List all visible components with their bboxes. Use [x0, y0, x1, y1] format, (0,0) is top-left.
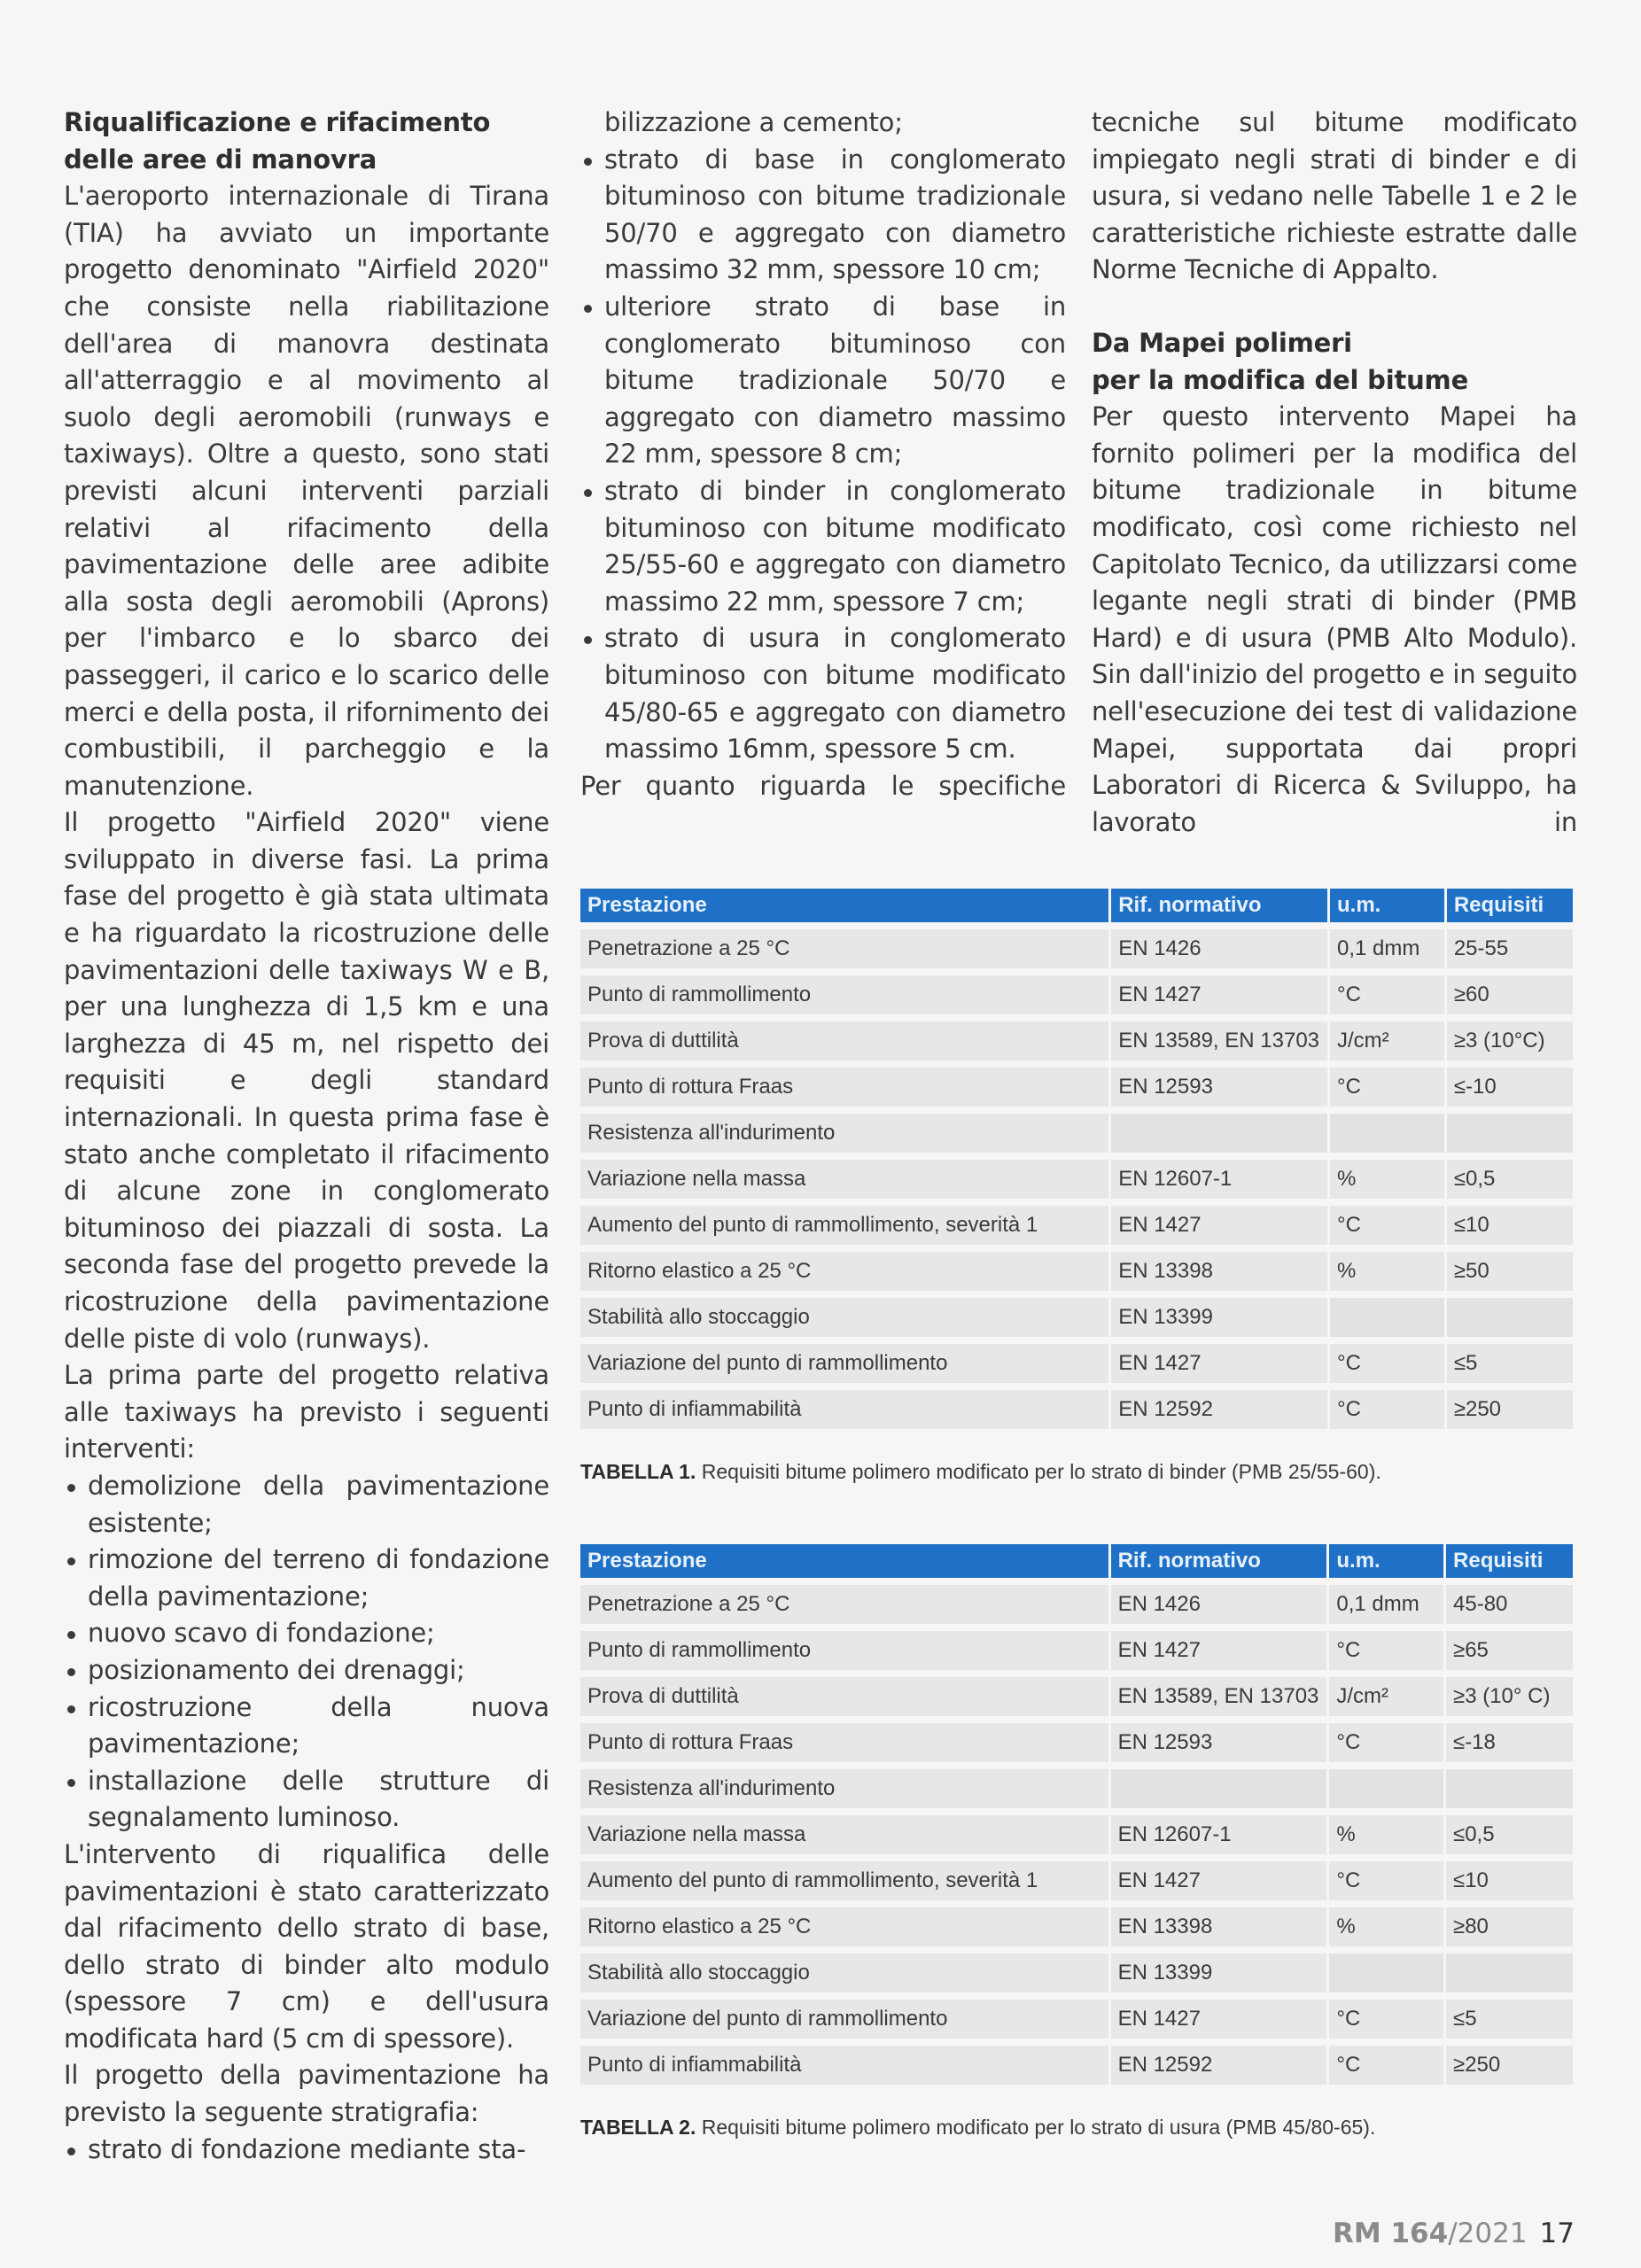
table-cell: EN 12592 [1111, 1390, 1327, 1429]
table-caption-2 [580, 2116, 1375, 2140]
table-cell: EN 1427 [1111, 1344, 1327, 1383]
table-cell: Resistenza all'indurimento [580, 1769, 1108, 1808]
paragraph: Il progetto "Airfield 2020" viene sviluppato in diverse fasi. La prima fase del progetto è già stata ultimata e ha riguardato la ricostruzione delle pavimentazioni delle taxiways W e B, per una lunghezza di 1,5 km e una larghezza di 45 m, nel rispetto dei requisiti e degli standard internazionali. In questa prima fase è stato anche completato il rifacimento di alcune zone in conglomerato bituminoso dei piazzali di sosta. La seconda fase del progetto prevede la ricostruzione della pavimentazione delle piste di volo (runways). [64, 807, 549, 1354]
table-row [580, 1631, 1573, 1670]
column-header: Requisiti [1446, 1544, 1573, 1578]
table-cell [1447, 1298, 1573, 1337]
table-row [580, 1114, 1573, 1153]
table-cell: ≤-18 [1446, 1723, 1573, 1762]
table-cell: % [1329, 1815, 1443, 1854]
table-cell: Aumento del punto di rammollimento, severità 1 [580, 1206, 1108, 1245]
table-cell: EN 1427 [1111, 1631, 1327, 1670]
table-cell: ≤5 [1447, 1344, 1573, 1383]
paragraph: tecniche sul bitume modificato impiegato negli strati di binder e di usura, si vedano nelle Tabelle 1 e 2 le caratteristiche richieste estratte dalle Norme Tecniche di Appalto. [1092, 107, 1577, 285]
table-cell: Variazione del punto di rammollimento [580, 2000, 1108, 2039]
table-cell: Ritorno elastico a 25 °C [580, 1252, 1108, 1291]
table-cell: ≥3 (10°C) [1447, 1021, 1573, 1060]
table-cell: Prova di duttilità [580, 1021, 1108, 1060]
table-row [580, 1769, 1573, 1808]
table-header-row [580, 889, 1573, 922]
table-cell: °C [1330, 975, 1444, 1014]
paragraph: Per quanto riguarda le specifiche [580, 770, 1066, 801]
table-cell: J/cm² [1329, 1677, 1443, 1716]
bullet-list [64, 2132, 549, 2169]
table-row [580, 1723, 1573, 1762]
table-cell: EN 1426 [1111, 1585, 1327, 1624]
table-cell [1329, 1769, 1443, 1808]
table-cell: EN 1427 [1111, 1861, 1327, 1900]
table-row [580, 1344, 1573, 1383]
table-cell: EN 1426 [1111, 929, 1327, 968]
table-row [580, 929, 1573, 968]
table-row [580, 975, 1573, 1014]
column-header: Prestazione [580, 1544, 1108, 1578]
table-cell: °C [1330, 1390, 1444, 1429]
list-item: installazione delle strutture di segnalamento luminoso. [64, 1763, 549, 1837]
table-cell: ≤0,5 [1447, 1160, 1573, 1199]
table-cell: EN 13589, EN 13703 [1111, 1677, 1327, 1716]
table-cell: °C [1329, 2000, 1443, 2039]
table-cell: ≥250 [1447, 1390, 1573, 1429]
table-cell: EN 12607-1 [1111, 1815, 1327, 1854]
list-item: nuovo scavo di fondazione; [64, 1615, 549, 1652]
table-cell: Penetrazione a 25 °C [580, 1585, 1108, 1624]
column-header: Prestazione [580, 889, 1108, 922]
list-item: strato di base in conglomerato bituminoso con bitume tradizionale 50/70 e aggregato con diametro massimo 32 mm, spessore 10 cm; [580, 142, 1066, 289]
table-cell: EN 13398 [1111, 1252, 1327, 1291]
section-heading-1a: Riqualificazione e rifacimento [64, 107, 491, 137]
list-item: ricostruzione della nuova pavimentazione; [64, 1689, 549, 1763]
table-cell: Variazione nella massa [580, 1815, 1108, 1854]
table-cell: ≤0,5 [1446, 1815, 1573, 1854]
table-cell: Punto di rammollimento [580, 975, 1108, 1014]
table-row [580, 1206, 1573, 1245]
table-cell: Stabilità allo stoccaggio [580, 1953, 1108, 1992]
bullet-list [580, 142, 1066, 768]
section-heading-2b: per la modifica del bitume [1092, 364, 1469, 395]
table-row [580, 1861, 1573, 1900]
column-header: u.m. [1329, 1544, 1443, 1578]
table-cell: Resistenza all'indurimento [580, 1114, 1108, 1153]
table-cell: Punto di infiammabilità [580, 2046, 1108, 2085]
table-cell [1446, 1769, 1573, 1808]
table-cell: Punto di rottura Fraas [580, 1723, 1108, 1762]
table-cell: EN 12593 [1111, 1068, 1327, 1107]
table-cell: Ritorno elastico a 25 °C [580, 1907, 1108, 1946]
table-cell: Penetrazione a 25 °C [580, 929, 1108, 968]
table-cell: Punto di rammollimento [580, 1631, 1108, 1670]
list-item: posizionamento dei drenaggi; [64, 1652, 549, 1689]
table-cell: % [1330, 1160, 1444, 1199]
table-cell: 25-55 [1447, 929, 1573, 968]
paragraph: Per questo intervento Mapei ha fornito polimeri per la modifica del bitume tradizionale in bitume modificato, così come richiesto nel Capitolato Tecnico, da utilizzarsi come legante negli strati di binder (PMB Hard) e di usura (PMB Alto Modulo). Sin dall'inizio del progetto e in seguito nell'esecuzione dei test di validazione Mapei, supportata dai propri Laboratori di Ricerca & Sviluppo, ha lavorato in [1092, 401, 1577, 837]
caption-text: Requisiti bitume polimero modificato per lo strato di usura (PMB 45/80-65). [696, 2116, 1376, 2139]
table-cell: ≥65 [1446, 1631, 1573, 1670]
table-cell: ≥250 [1446, 2046, 1573, 2085]
column-header: Requisiti [1447, 889, 1573, 922]
table-cell: EN 13589, EN 13703 [1111, 1021, 1327, 1060]
table-cell [1330, 1114, 1444, 1153]
table-cell: 45-80 [1446, 1585, 1573, 1624]
text-column-3 [1092, 105, 1577, 841]
table-cell: EN 13399 [1111, 1953, 1327, 1992]
page-number: 17 [1539, 2218, 1575, 2249]
table-cell: °C [1330, 1206, 1444, 1245]
table-cell [1329, 1953, 1443, 1992]
table-row [580, 1677, 1573, 1716]
caption-text: Requisiti bitume polimero modificato per lo strato di binder (PMB 25/55-60). [696, 1460, 1381, 1483]
table-cell: °C [1329, 1723, 1443, 1762]
list-item-continuation: bilizzazione a cemento; [604, 107, 903, 137]
table-cell: °C [1330, 1344, 1444, 1383]
section-heading-2a: Da Mapei polimeri [1092, 327, 1352, 358]
list-item: strato di binder in conglomerato bituminoso con bitume modificato 25/55-60 e aggregato con diametro massimo 22 mm, spessore 7 cm; [580, 473, 1066, 620]
bullet-list [64, 1468, 549, 1837]
table-cell: ≤-10 [1447, 1068, 1573, 1107]
table-row [580, 2000, 1573, 2039]
table-cell: Variazione nella massa [580, 1160, 1108, 1199]
table-cell [1447, 1114, 1573, 1153]
table-cell: °C [1329, 2046, 1443, 2085]
table-row [580, 2046, 1573, 2085]
column-header: u.m. [1330, 889, 1444, 922]
table-row [580, 1390, 1573, 1429]
list-item: strato di fondazione mediante sta- [64, 2132, 549, 2169]
list-item: strato di usura in conglomerato bituminoso con bitume modificato 45/80-65 e aggregato con diametro massimo 16mm, spessore 5 cm. [580, 620, 1066, 767]
table-row [580, 1815, 1573, 1854]
table-header-row [580, 1544, 1573, 1578]
table-cell: EN 13399 [1111, 1298, 1327, 1337]
table-cell: Variazione del punto di rammollimento [580, 1344, 1108, 1383]
paragraph: Il progetto della pavimentazione ha previsto la seguente stratigrafia: [64, 2060, 549, 2128]
table-cell: ≥80 [1446, 1907, 1573, 1946]
list-item: demolizione della pavimentazione esistente; [64, 1468, 549, 1542]
table-cell: 0,1 dmm [1329, 1585, 1443, 1624]
list-item: ulteriore strato di base in conglomerato bituminoso con bitume tradizionale 50/70 e aggregato con diametro massimo 22 mm, spessore 8 cm; [580, 289, 1066, 473]
table-cell: EN 1427 [1111, 2000, 1327, 2039]
table-cell: Punto di infiammabilità [580, 1390, 1108, 1429]
requirements-table-2 [578, 1537, 1575, 2092]
table-cell: EN 12607-1 [1111, 1160, 1327, 1199]
table-cell: Prova di duttilità [580, 1677, 1108, 1716]
table-row [580, 1068, 1573, 1107]
table-cell [1111, 1769, 1327, 1808]
table-cell [1111, 1114, 1327, 1153]
table-cell: EN 13398 [1111, 1907, 1327, 1946]
table-cell: EN 1427 [1111, 1206, 1327, 1245]
table-cell: EN 12593 [1111, 1723, 1327, 1762]
caption-label: TABELLA 2. [580, 2116, 696, 2139]
table-cell: ≤10 [1447, 1206, 1573, 1245]
table-row [580, 1907, 1573, 1946]
table-cell: Stabilità allo stoccaggio [580, 1298, 1108, 1337]
table-cell: ≥3 (10° C) [1446, 1677, 1573, 1716]
table-row [580, 1953, 1573, 1992]
table-row [580, 1585, 1573, 1624]
column-header: Rif. normativo [1111, 1544, 1327, 1578]
page-footer [1333, 2218, 1575, 2249]
table-cell: EN 12592 [1111, 2046, 1327, 2085]
table-cell: Aumento del punto di rammollimento, severità 1 [580, 1861, 1108, 1900]
requirements-table-1 [578, 882, 1575, 1436]
table-cell: °C [1330, 1068, 1444, 1107]
table-row [580, 1252, 1573, 1291]
table-cell [1330, 1298, 1444, 1337]
table-cell: °C [1329, 1861, 1443, 1900]
table-cell: % [1329, 1907, 1443, 1946]
table-caption-1 [580, 1460, 1381, 1484]
table-cell: EN 1427 [1111, 975, 1327, 1014]
table-cell: °C [1329, 1631, 1443, 1670]
table-row [580, 1160, 1573, 1199]
paragraph: La prima parte del progetto relativa alle taxiways ha previsto i seguenti interventi: [64, 1360, 549, 1464]
table-cell: % [1330, 1252, 1444, 1291]
text-column-2 [580, 105, 1066, 804]
magazine-issue: RM 164 [1332, 2218, 1449, 2249]
table-row [580, 1021, 1573, 1060]
column-header: Rif. normativo [1111, 889, 1327, 922]
table-row [580, 1298, 1573, 1337]
issue-year: /2021 [1448, 2218, 1528, 2249]
table-cell: 0,1 dmm [1330, 929, 1444, 968]
table-cell: ≥60 [1447, 975, 1573, 1014]
table-cell: ≤5 [1446, 2000, 1573, 2039]
table-cell [1446, 1953, 1573, 1992]
table-cell: ≥50 [1447, 1252, 1573, 1291]
paragraph: L'intervento di riqualifica delle pavimentazioni è stato caratterizzato dal rifacimento dello strato di base, dello strato di binder alto modulo (spessore 7 cm) e dell'usura modificata hard (5 cm di spessore). [64, 1838, 549, 2054]
table-cell: J/cm² [1330, 1021, 1444, 1060]
list-item: rimozione del terreno di fondazione della pavimentazione; [64, 1542, 549, 1615]
table-cell: Punto di rottura Fraas [580, 1068, 1108, 1107]
paragraph: L'aeroporto internazionale di Tirana (TIA) ha avviato un importante progetto denominato "Airfield 2020" che consiste nella riabilitazione dell'area di manovra destinata all'atterraggio e al movimento al suolo degli aeromobili (runways e taxiways). Oltre a questo, sono stati previsti alcuni interventi parziali relativi al rifacimento della pavimentazione delle aree adibite alla sosta degli aeromobili (Aprons) per l'imbarco e lo sbarco dei passeggeri, il carico e lo scarico delle merci e della posta, il rifornimento dei combustibili, il parcheggio e la manutenzione. [64, 181, 549, 801]
table-cell: ≤10 [1446, 1861, 1573, 1900]
caption-label: TABELLA 1. [580, 1460, 696, 1483]
text-column-1 [64, 105, 549, 2168]
section-heading-1b: delle aree di manovra [64, 144, 377, 175]
